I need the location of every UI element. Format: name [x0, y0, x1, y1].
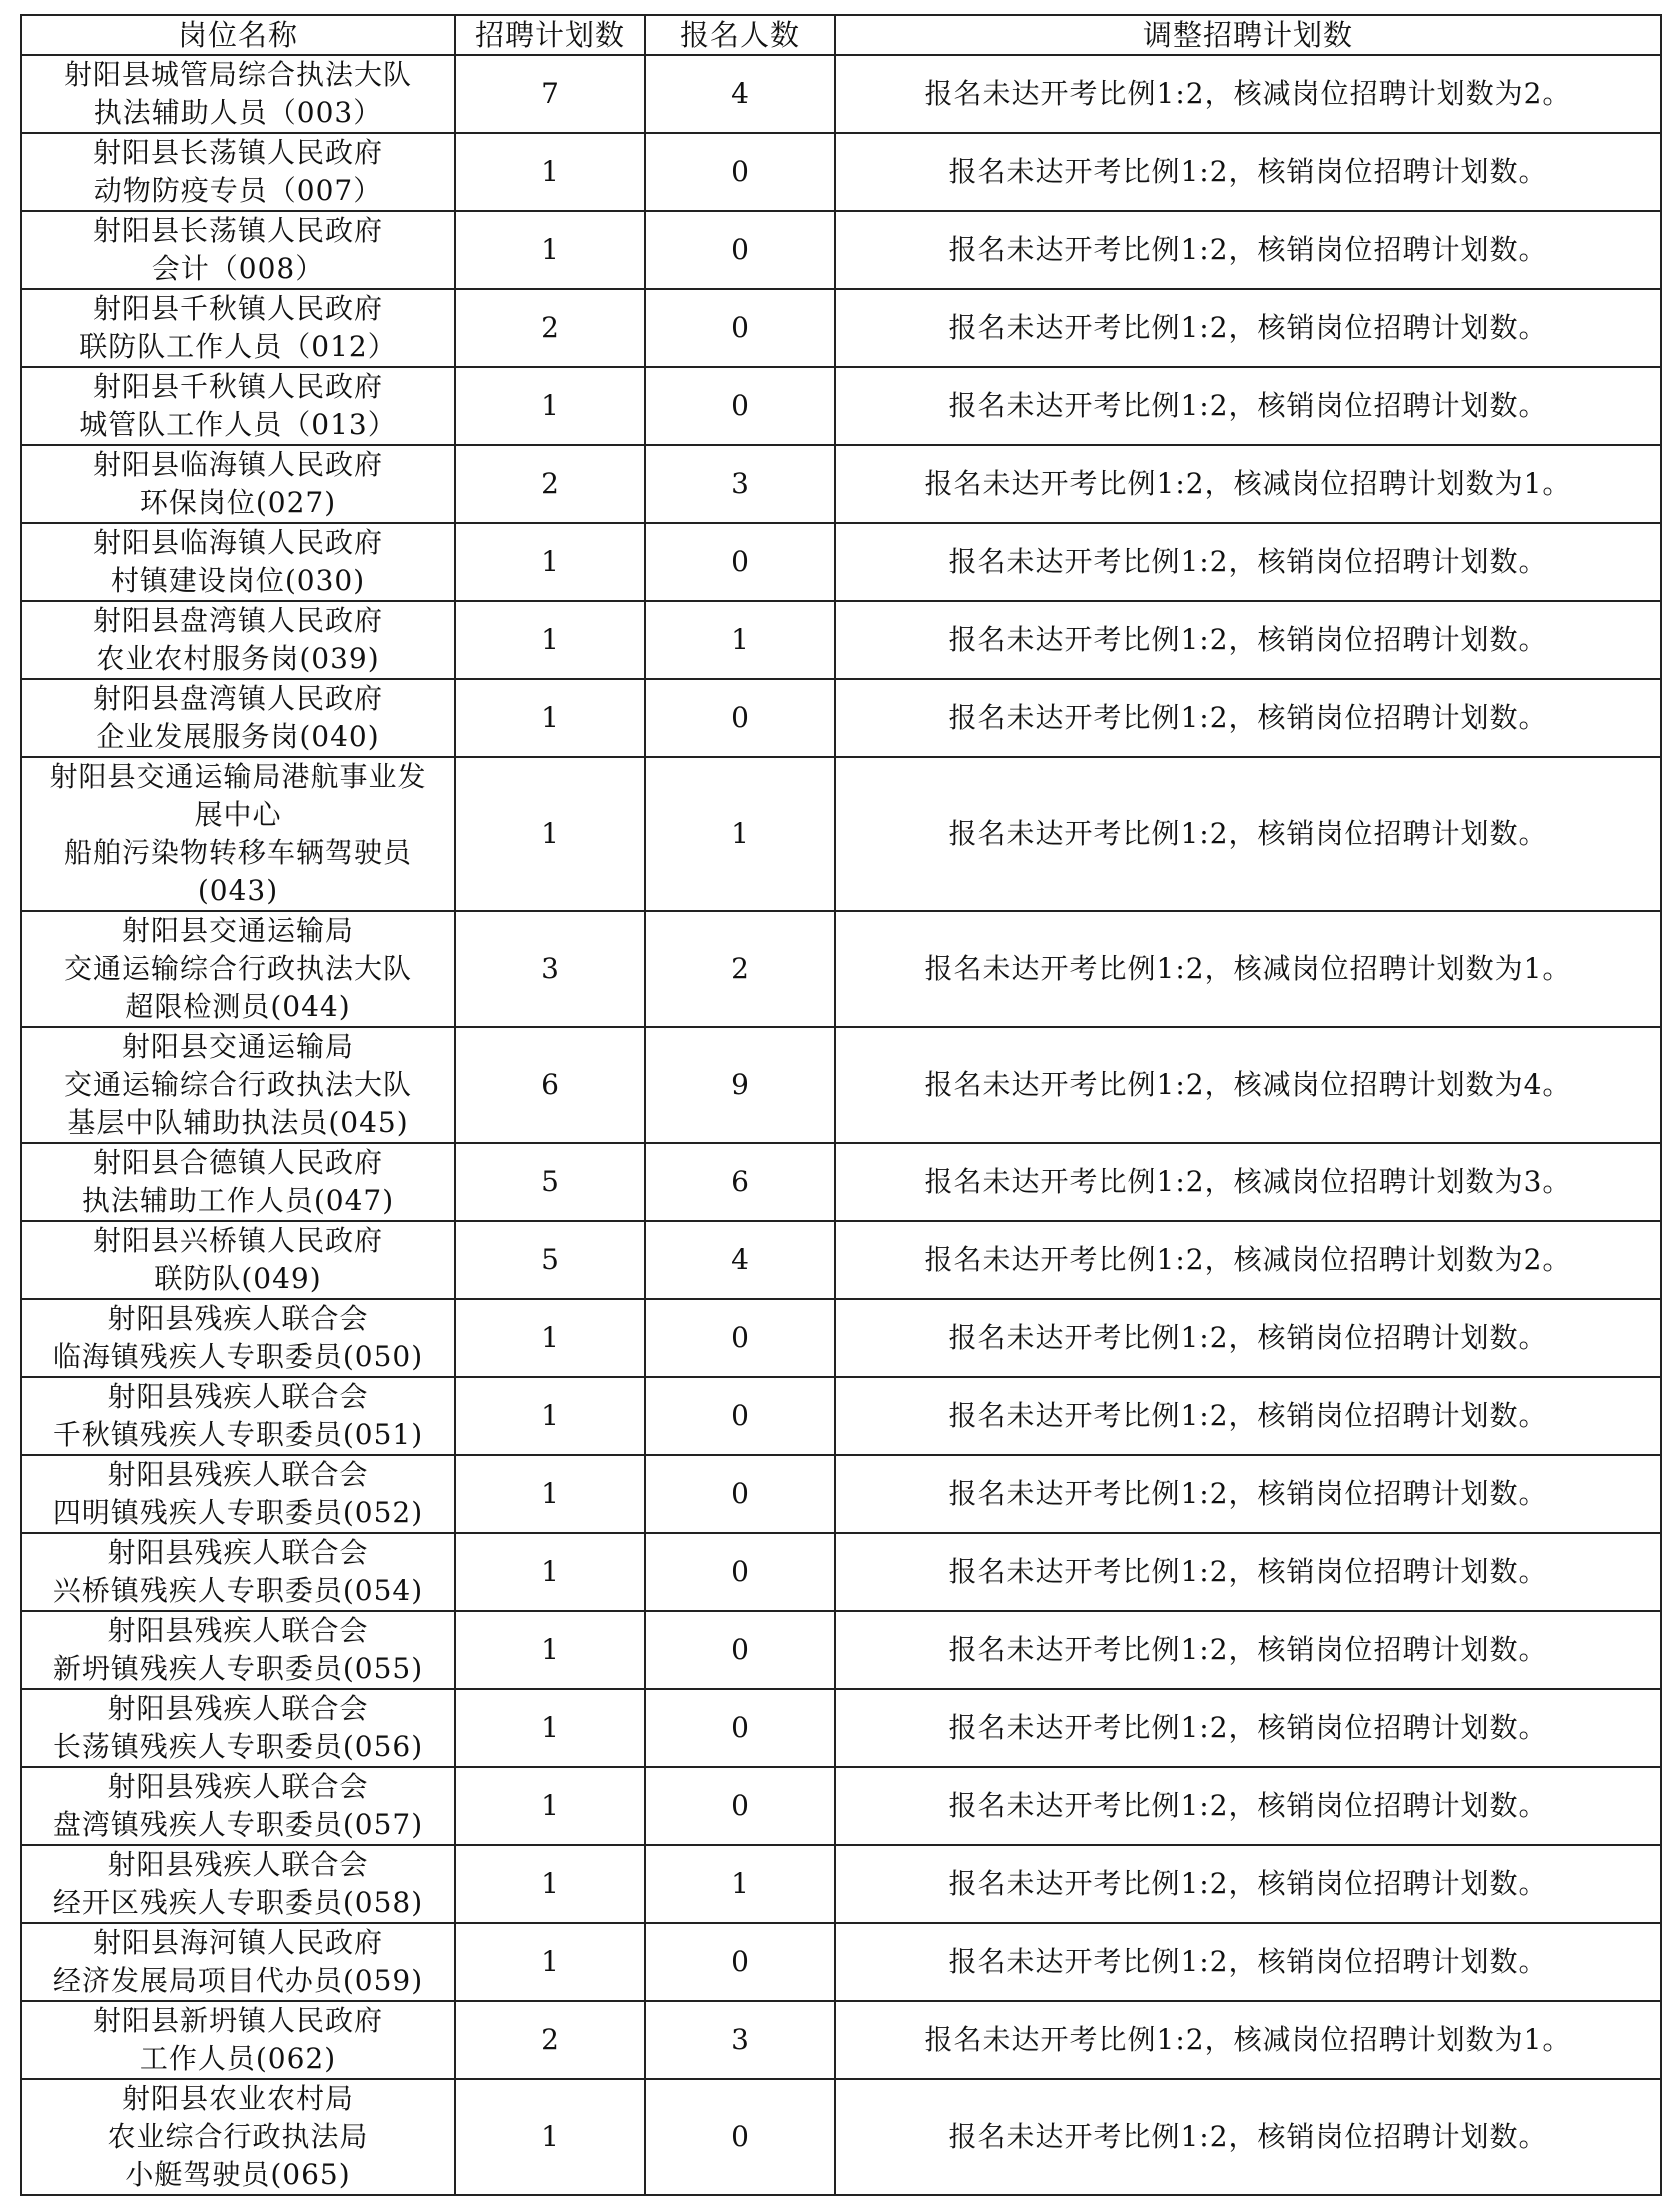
cell-position-name [21, 1143, 455, 1221]
position-name-line: 射阳县新坍镇人民政府 [92, 2004, 383, 2037]
table-row [21, 1767, 1661, 1845]
cell-plan-count: 1 [455, 1299, 645, 1377]
cell-plan-count: 1 [455, 211, 645, 289]
cell-adjusted-plan: 报名未达开考比例1:2，核销岗位招聘计划数。 [835, 133, 1661, 211]
position-name-line: (043) [197, 874, 279, 907]
cell-applicant-count: 0 [645, 1377, 835, 1455]
cell-applicant-count: 0 [645, 2079, 835, 2195]
position-name-line: 射阳县农业农村局 [121, 2082, 354, 2115]
position-name-line: 临海镇残疾人专职委员(050) [52, 1340, 424, 1373]
cell-position-name [21, 289, 455, 367]
table-row [21, 367, 1661, 445]
cell-plan-count: 3 [455, 911, 645, 1027]
cell-adjusted-plan: 报名未达开考比例1:2，核减岗位招聘计划数为2。 [835, 55, 1661, 133]
header-plan-count: 招聘计划数 [455, 15, 645, 55]
table-row [21, 1299, 1661, 1377]
cell-adjusted-plan: 报名未达开考比例1:2，核销岗位招聘计划数。 [835, 601, 1661, 679]
position-name-line: 盘湾镇残疾人专职委员(057) [52, 1808, 424, 1841]
table-row [21, 1143, 1661, 1221]
cell-applicant-count: 1 [645, 601, 835, 679]
cell-adjusted-plan: 报名未达开考比例1:2，核销岗位招聘计划数。 [835, 1767, 1661, 1845]
cell-position-name [21, 367, 455, 445]
position-name-line: 展中心 [194, 798, 282, 831]
position-name-line: 射阳县长荡镇人民政府 [92, 136, 383, 169]
cell-applicant-count: 0 [645, 1611, 835, 1689]
cell-position-name [21, 601, 455, 679]
cell-position-name [21, 55, 455, 133]
position-name-line: 射阳县兴桥镇人民政府 [92, 1224, 383, 1257]
table-row [21, 1845, 1661, 1923]
position-name-line: 射阳县临海镇人民政府 [92, 448, 383, 481]
cell-adjusted-plan: 报名未达开考比例1:2，核销岗位招聘计划数。 [835, 1455, 1661, 1533]
cell-adjusted-plan: 报名未达开考比例1:2，核销岗位招聘计划数。 [835, 211, 1661, 289]
cell-plan-count: 1 [455, 1377, 645, 1455]
position-name-line: 执法辅助人员（003） [93, 96, 383, 129]
cell-plan-count: 1 [455, 679, 645, 757]
table-row [21, 1533, 1661, 1611]
cell-adjusted-plan: 报名未达开考比例1:2，核销岗位招聘计划数。 [835, 1377, 1661, 1455]
cell-plan-count: 7 [455, 55, 645, 133]
cell-adjusted-plan: 报名未达开考比例1:2，核销岗位招聘计划数。 [835, 1299, 1661, 1377]
position-name-line: 城管队工作人员（013） [79, 408, 397, 441]
table-body [21, 55, 1661, 2195]
position-name-line: 射阳县交通运输局 [121, 1030, 354, 1063]
cell-plan-count: 2 [455, 445, 645, 523]
table-row [21, 523, 1661, 601]
cell-applicant-count: 0 [645, 289, 835, 367]
cell-position-name [21, 1689, 455, 1767]
cell-plan-count: 1 [455, 1611, 645, 1689]
position-name-line: 联防队(049) [154, 1262, 322, 1295]
cell-position-name [21, 445, 455, 523]
position-name-line: 小艇驾驶员(065) [125, 2158, 351, 2191]
cell-plan-count: 2 [455, 2001, 645, 2079]
cell-applicant-count: 0 [645, 1767, 835, 1845]
cell-adjusted-plan: 报名未达开考比例1:2，核销岗位招聘计划数。 [835, 679, 1661, 757]
cell-position-name [21, 1221, 455, 1299]
table-row [21, 1689, 1661, 1767]
position-name-line: 经济发展局项目代办员(059) [52, 1964, 424, 1997]
cell-adjusted-plan: 报名未达开考比例1:2，核销岗位招聘计划数。 [835, 1689, 1661, 1767]
position-name-line: 环保岗位(027) [139, 486, 337, 519]
position-name-line: 射阳县残疾人联合会 [107, 1848, 369, 1881]
cell-position-name [21, 1845, 455, 1923]
cell-applicant-count: 0 [645, 679, 835, 757]
table-row [21, 133, 1661, 211]
recruitment-adjustment-sheet [20, 14, 1660, 2196]
position-name-line: 射阳县千秋镇人民政府 [92, 370, 383, 403]
cell-plan-count: 1 [455, 1689, 645, 1767]
cell-plan-count: 1 [455, 757, 645, 911]
position-name-line: 射阳县城管局综合执法大队 [63, 58, 412, 91]
cell-plan-count: 1 [455, 2079, 645, 2195]
table-row [21, 445, 1661, 523]
cell-position-name [21, 1455, 455, 1533]
cell-position-name [21, 1027, 455, 1143]
table-row [21, 289, 1661, 367]
cell-applicant-count: 0 [645, 1533, 835, 1611]
position-name-line: 射阳县千秋镇人民政府 [92, 292, 383, 325]
cell-position-name [21, 133, 455, 211]
cell-applicant-count: 4 [645, 55, 835, 133]
cell-adjusted-plan: 报名未达开考比例1:2，核销岗位招聘计划数。 [835, 1611, 1661, 1689]
position-name-line: 兴桥镇残疾人专职委员(054) [52, 1574, 424, 1607]
table-header-row [21, 15, 1661, 55]
cell-adjusted-plan: 报名未达开考比例1:2，核减岗位招聘计划数为1。 [835, 2001, 1661, 2079]
cell-adjusted-plan: 报名未达开考比例1:2，核销岗位招聘计划数。 [835, 1533, 1661, 1611]
cell-plan-count: 1 [455, 133, 645, 211]
cell-adjusted-plan: 报名未达开考比例1:2，核销岗位招聘计划数。 [835, 1923, 1661, 2001]
position-name-line: 新坍镇残疾人专职委员(055) [52, 1652, 424, 1685]
cell-plan-count: 1 [455, 1533, 645, 1611]
position-name-line: 射阳县残疾人联合会 [107, 1614, 369, 1647]
cell-plan-count: 2 [455, 289, 645, 367]
cell-applicant-count: 0 [645, 211, 835, 289]
cell-applicant-count: 0 [645, 523, 835, 601]
table-row [21, 55, 1661, 133]
cell-position-name [21, 1767, 455, 1845]
cell-plan-count: 6 [455, 1027, 645, 1143]
position-name-line: 射阳县临海镇人民政府 [92, 526, 383, 559]
position-name-line: 射阳县合德镇人民政府 [92, 1146, 383, 1179]
cell-plan-count: 1 [455, 1845, 645, 1923]
cell-applicant-count: 0 [645, 1689, 835, 1767]
position-name-line: 村镇建设岗位(030) [110, 564, 366, 597]
position-name-line: 农业农村服务岗(039) [96, 642, 380, 675]
position-name-line: 四明镇残疾人专职委员(052) [52, 1496, 424, 1529]
cell-position-name [21, 1611, 455, 1689]
position-name-line: 射阳县残疾人联合会 [107, 1692, 369, 1725]
header-position-name: 岗位名称 [21, 15, 455, 55]
position-name-line: 企业发展服务岗(040) [96, 720, 380, 753]
cell-adjusted-plan: 报名未达开考比例1:2，核减岗位招聘计划数为3。 [835, 1143, 1661, 1221]
position-name-line: 射阳县交通运输局港航事业发 [49, 760, 427, 793]
cell-position-name [21, 1377, 455, 1455]
position-name-line: 联防队工作人员（012） [79, 330, 397, 363]
position-name-line: 射阳县盘湾镇人民政府 [92, 682, 383, 715]
table-row [21, 1455, 1661, 1533]
cell-position-name [21, 2079, 455, 2195]
cell-adjusted-plan: 报名未达开考比例1:2，核销岗位招聘计划数。 [835, 757, 1661, 911]
cell-adjusted-plan: 报名未达开考比例1:2，核销岗位招聘计划数。 [835, 289, 1661, 367]
table-row [21, 1377, 1661, 1455]
position-name-line: 执法辅助工作人员(047) [81, 1184, 395, 1217]
cell-adjusted-plan: 报名未达开考比例1:2，核销岗位招聘计划数。 [835, 2079, 1661, 2195]
position-name-line: 基层中队辅助执法员(045) [67, 1106, 409, 1139]
cell-applicant-count: 1 [645, 1845, 835, 1923]
recruitment-table [20, 14, 1662, 2196]
position-name-line: 射阳县残疾人联合会 [107, 1770, 369, 1803]
position-name-line: 交通运输综合行政执法大队 [63, 952, 412, 985]
position-name-line: 射阳县残疾人联合会 [107, 1536, 369, 1569]
cell-plan-count: 5 [455, 1143, 645, 1221]
cell-plan-count: 1 [455, 1767, 645, 1845]
cell-position-name [21, 523, 455, 601]
table-row [21, 1611, 1661, 1689]
cell-applicant-count: 1 [645, 757, 835, 911]
table-row [21, 1027, 1661, 1143]
cell-position-name [21, 1923, 455, 2001]
cell-applicant-count: 3 [645, 2001, 835, 2079]
cell-applicant-count: 3 [645, 445, 835, 523]
cell-position-name [21, 757, 455, 911]
header-adjusted-plan: 调整招聘计划数 [835, 15, 1661, 55]
cell-plan-count: 1 [455, 601, 645, 679]
cell-applicant-count: 0 [645, 133, 835, 211]
table-row [21, 679, 1661, 757]
header-applicant-count: 报名人数 [645, 15, 835, 55]
position-name-line: 工作人员(062) [139, 2042, 337, 2075]
position-name-line: 射阳县交通运输局 [121, 914, 354, 947]
table-row [21, 2079, 1661, 2195]
position-name-line: 射阳县长荡镇人民政府 [92, 214, 383, 247]
position-name-line: 农业综合行政执法局 [107, 2120, 369, 2153]
cell-applicant-count: 0 [645, 1299, 835, 1377]
table-row [21, 1923, 1661, 2001]
cell-plan-count: 1 [455, 367, 645, 445]
table-row [21, 211, 1661, 289]
cell-plan-count: 1 [455, 1455, 645, 1533]
table-row [21, 757, 1661, 911]
table-row [21, 2001, 1661, 2079]
position-name-line: 射阳县盘湾镇人民政府 [92, 604, 383, 637]
cell-position-name [21, 2001, 455, 2079]
cell-applicant-count: 4 [645, 1221, 835, 1299]
position-name-line: 射阳县残疾人联合会 [107, 1458, 369, 1491]
cell-applicant-count: 0 [645, 1923, 835, 2001]
position-name-line: 交通运输综合行政执法大队 [63, 1068, 412, 1101]
position-name-line: 船舶污染物转移车辆驾驶员 [63, 836, 412, 869]
cell-applicant-count: 2 [645, 911, 835, 1027]
cell-position-name [21, 679, 455, 757]
cell-plan-count: 1 [455, 523, 645, 601]
cell-adjusted-plan: 报名未达开考比例1:2，核减岗位招聘计划数为1。 [835, 445, 1661, 523]
position-name-line: 会计（008） [151, 252, 325, 285]
cell-position-name [21, 211, 455, 289]
cell-applicant-count: 9 [645, 1027, 835, 1143]
cell-adjusted-plan: 报名未达开考比例1:2，核销岗位招聘计划数。 [835, 1845, 1661, 1923]
cell-applicant-count: 0 [645, 367, 835, 445]
cell-adjusted-plan: 报名未达开考比例1:2，核销岗位招聘计划数。 [835, 367, 1661, 445]
cell-position-name [21, 1299, 455, 1377]
cell-position-name [21, 1533, 455, 1611]
cell-adjusted-plan: 报名未达开考比例1:2，核减岗位招聘计划数为1。 [835, 911, 1661, 1027]
table-row [21, 601, 1661, 679]
cell-applicant-count: 0 [645, 1455, 835, 1533]
position-name-line: 射阳县残疾人联合会 [107, 1302, 369, 1335]
cell-adjusted-plan: 报名未达开考比例1:2，核销岗位招聘计划数。 [835, 523, 1661, 601]
position-name-line: 经开区残疾人专职委员(058) [52, 1886, 424, 1919]
position-name-line: 长荡镇残疾人专职委员(056) [52, 1730, 424, 1763]
cell-applicant-count: 6 [645, 1143, 835, 1221]
position-name-line: 超限检测员(044) [125, 990, 351, 1023]
cell-position-name [21, 911, 455, 1027]
cell-plan-count: 1 [455, 1923, 645, 2001]
position-name-line: 射阳县残疾人联合会 [107, 1380, 369, 1413]
table-row [21, 1221, 1661, 1299]
position-name-line: 动物防疫专员（007） [93, 174, 383, 207]
table-row [21, 911, 1661, 1027]
cell-plan-count: 5 [455, 1221, 645, 1299]
cell-adjusted-plan: 报名未达开考比例1:2，核减岗位招聘计划数为2。 [835, 1221, 1661, 1299]
cell-adjusted-plan: 报名未达开考比例1:2，核减岗位招聘计划数为4。 [835, 1027, 1661, 1143]
position-name-line: 千秋镇残疾人专职委员(051) [52, 1418, 424, 1451]
position-name-line: 射阳县海河镇人民政府 [92, 1926, 383, 1959]
